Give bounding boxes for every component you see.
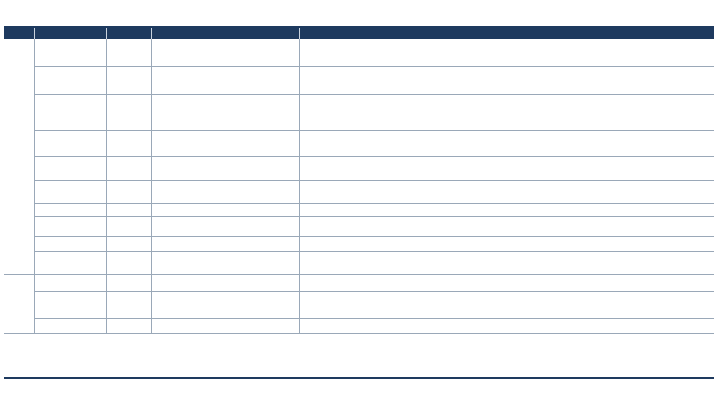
dept-cell bbox=[106, 216, 151, 236]
category-label bbox=[4, 274, 34, 333]
policy-cell bbox=[151, 216, 299, 236]
policy-cell bbox=[151, 94, 299, 130]
table-body bbox=[4, 39, 714, 333]
content-cell bbox=[299, 66, 714, 94]
table-row bbox=[4, 203, 714, 216]
policy-cell bbox=[151, 156, 299, 180]
date-cell bbox=[34, 130, 106, 156]
table-row bbox=[4, 94, 714, 130]
content-cell bbox=[299, 39, 714, 66]
dept-cell bbox=[106, 39, 151, 66]
date-cell bbox=[34, 251, 106, 274]
date-cell bbox=[34, 291, 106, 318]
policy-cell bbox=[151, 318, 299, 333]
policy-cell bbox=[151, 274, 299, 291]
dept-cell bbox=[106, 156, 151, 180]
policy-cell bbox=[151, 291, 299, 318]
date-cell bbox=[34, 39, 106, 66]
content-cell bbox=[299, 236, 714, 251]
content-cell bbox=[299, 180, 714, 203]
policy-cell bbox=[151, 251, 299, 274]
table-row bbox=[4, 39, 714, 66]
content-cell bbox=[299, 274, 714, 291]
table-row bbox=[4, 216, 714, 236]
content-cell bbox=[299, 291, 714, 318]
header-category bbox=[4, 28, 34, 39]
table-row bbox=[4, 236, 714, 251]
policy-cell bbox=[151, 236, 299, 251]
dept-cell bbox=[106, 66, 151, 94]
table-row bbox=[4, 66, 714, 94]
content-cell bbox=[299, 94, 714, 130]
date-cell bbox=[34, 274, 106, 291]
policy-table bbox=[4, 28, 714, 334]
date-cell bbox=[34, 203, 106, 216]
date-cell bbox=[34, 318, 106, 333]
date-cell bbox=[34, 216, 106, 236]
table-row bbox=[4, 156, 714, 180]
policy-cell bbox=[151, 39, 299, 66]
dept-cell bbox=[106, 180, 151, 203]
date-cell bbox=[34, 94, 106, 130]
header-dept bbox=[106, 28, 151, 39]
table-header bbox=[4, 28, 714, 39]
dept-cell bbox=[106, 251, 151, 274]
dept-cell bbox=[106, 274, 151, 291]
date-cell bbox=[34, 180, 106, 203]
table-row bbox=[4, 251, 714, 274]
dept-cell bbox=[106, 203, 151, 216]
content-cell bbox=[299, 216, 714, 236]
header-policy bbox=[151, 28, 299, 39]
content-cell bbox=[299, 318, 714, 333]
content-cell bbox=[299, 130, 714, 156]
content-cell bbox=[299, 156, 714, 180]
dept-cell bbox=[106, 236, 151, 251]
category-label bbox=[4, 39, 34, 274]
policy-cell bbox=[151, 66, 299, 94]
dept-cell bbox=[106, 291, 151, 318]
policy-cell bbox=[151, 203, 299, 216]
table-row bbox=[4, 291, 714, 318]
dept-cell bbox=[106, 318, 151, 333]
table-row bbox=[4, 130, 714, 156]
dept-cell bbox=[106, 94, 151, 130]
table-row bbox=[4, 274, 714, 291]
policy-cell bbox=[151, 180, 299, 203]
table-row bbox=[4, 180, 714, 203]
content-cell bbox=[299, 251, 714, 274]
table-row bbox=[4, 318, 714, 333]
date-cell bbox=[34, 156, 106, 180]
content-cell bbox=[299, 203, 714, 216]
bottom-rule bbox=[4, 377, 714, 379]
dept-cell bbox=[106, 130, 151, 156]
date-cell bbox=[34, 66, 106, 94]
date-cell bbox=[34, 236, 106, 251]
policy-cell bbox=[151, 130, 299, 156]
header-content bbox=[299, 28, 714, 39]
header-date bbox=[34, 28, 106, 39]
